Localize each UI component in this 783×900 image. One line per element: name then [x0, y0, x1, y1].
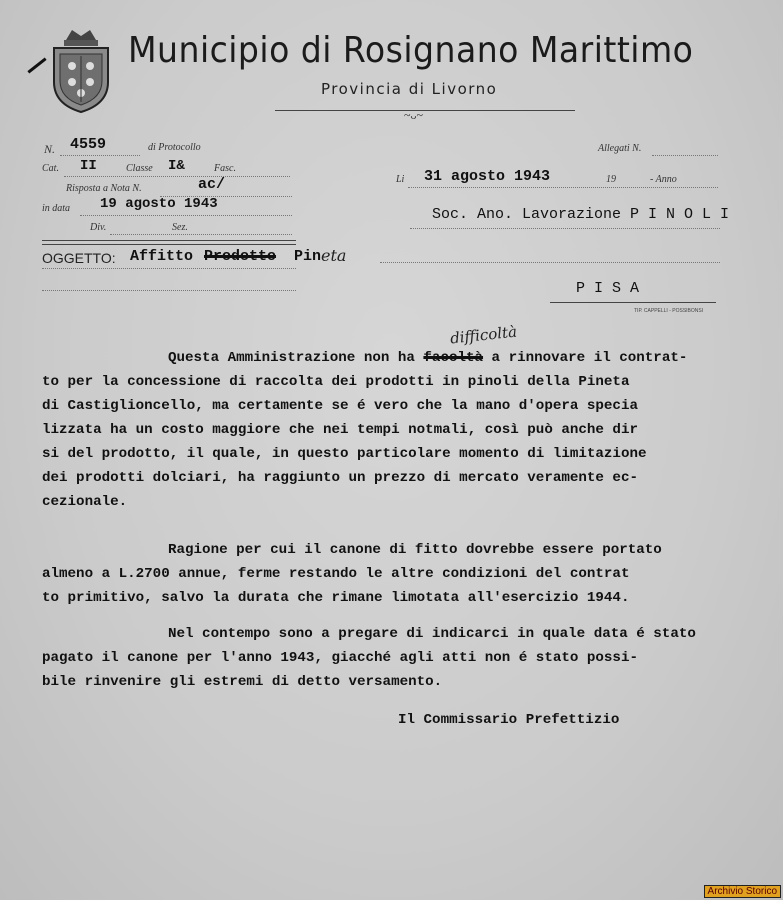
registry-rule-1 — [42, 240, 296, 241]
body-line: lizzata ha un costo maggiore che nei tempi notmali, così può anche dir — [42, 422, 638, 438]
pencil-mark — [27, 58, 46, 74]
recipient-city: P I S A — [576, 280, 640, 297]
signature-line: Il Commissario Prefettizio — [398, 712, 620, 728]
fasc-label: Fasc. — [214, 163, 236, 174]
li-label: Li — [396, 174, 405, 185]
body-line: to primitivo, salvo la durata che rimane limotata all'esercizio 1944. — [42, 590, 630, 606]
letter-date: 31 agosto 1943 — [424, 168, 551, 185]
archive-stamp: Archivio Storico — [704, 885, 781, 898]
subject-text-2: Pin — [294, 248, 322, 265]
sez-label: Sez. — [172, 222, 188, 233]
registry-rule-2 — [42, 244, 296, 245]
recipient-company: Soc. Ano. Lavorazione P I N O L I — [432, 206, 730, 223]
body-line: pagato il canone per l'anno 1943, giacché agli atti non é stato possi- — [42, 650, 638, 666]
allegati-label: Allegati N. — [598, 143, 642, 154]
body-line: Questa Amministrazione non ha facoltà a rinnovare il contrat- — [168, 350, 688, 366]
body-line: to per la concessione di raccolta dei prodotti in pinoli della Pineta — [42, 374, 630, 390]
anno-label: - Anno — [650, 174, 677, 185]
year-prefix: 19 — [606, 174, 616, 185]
cat-value: II — [80, 158, 97, 174]
body-line: di Castiglioncello, ma certamente se é vero che la mano d'opera specia — [42, 398, 638, 414]
protocol-number: 4559 — [70, 136, 107, 153]
subject-struck: Prodotto — [204, 248, 277, 265]
risposta-value: ac/ — [198, 176, 226, 193]
body-line: Ragione per cui il canone di fitto dovrebbe essere portato — [168, 542, 662, 558]
body-line: si del prodotto, il quale, in questo particolare momento di limitazione — [42, 446, 647, 462]
letterhead-rule — [275, 110, 575, 111]
subject-text-1: Affitto — [130, 248, 194, 265]
printer-mark: TIP. CAPPELLI - POSSIBONSI — [634, 308, 704, 314]
body-line: dei prodotti dolciari, ha raggiunto un prezzo di mercato veramente ec- — [42, 470, 638, 486]
city-rule — [550, 302, 716, 303]
protocol-label: di Protocollo — [148, 142, 201, 153]
letterhead-title: Municipio di Rosignano Marittimo — [128, 30, 694, 71]
body-line: almeno a L.2700 annue, ferme restando le altre condizioni del contrat — [42, 566, 630, 582]
in-data-label: in data — [42, 203, 71, 214]
cat-label: Cat. — [42, 163, 59, 174]
subject-hand-correction: eta — [321, 246, 347, 265]
protocol-prefix: N. — [44, 142, 56, 156]
body-hand-insert: difficoltà — [449, 322, 518, 348]
div-label: Div. — [90, 222, 107, 233]
coat-of-arms-emblem — [46, 26, 116, 114]
body-line: bile rinvenire gli estremi di detto versamento. — [42, 674, 443, 690]
subject-label: OGGETTO: — [42, 250, 116, 266]
body-line: Nel contempo sono a pregare di indicarci in quale data é stato — [168, 626, 696, 642]
letterhead-subtitle: Provincia di Livorno — [321, 80, 498, 98]
in-data-value: 19 agosto 1943 — [100, 196, 218, 212]
letterhead-ornament: ~ᴗ~ — [404, 108, 423, 122]
body-line: cezionale. — [42, 494, 128, 510]
classe-label: Classe — [126, 163, 153, 174]
classe-value: I& — [168, 158, 185, 174]
risposta-label: Risposta a Nota N. — [66, 183, 142, 194]
